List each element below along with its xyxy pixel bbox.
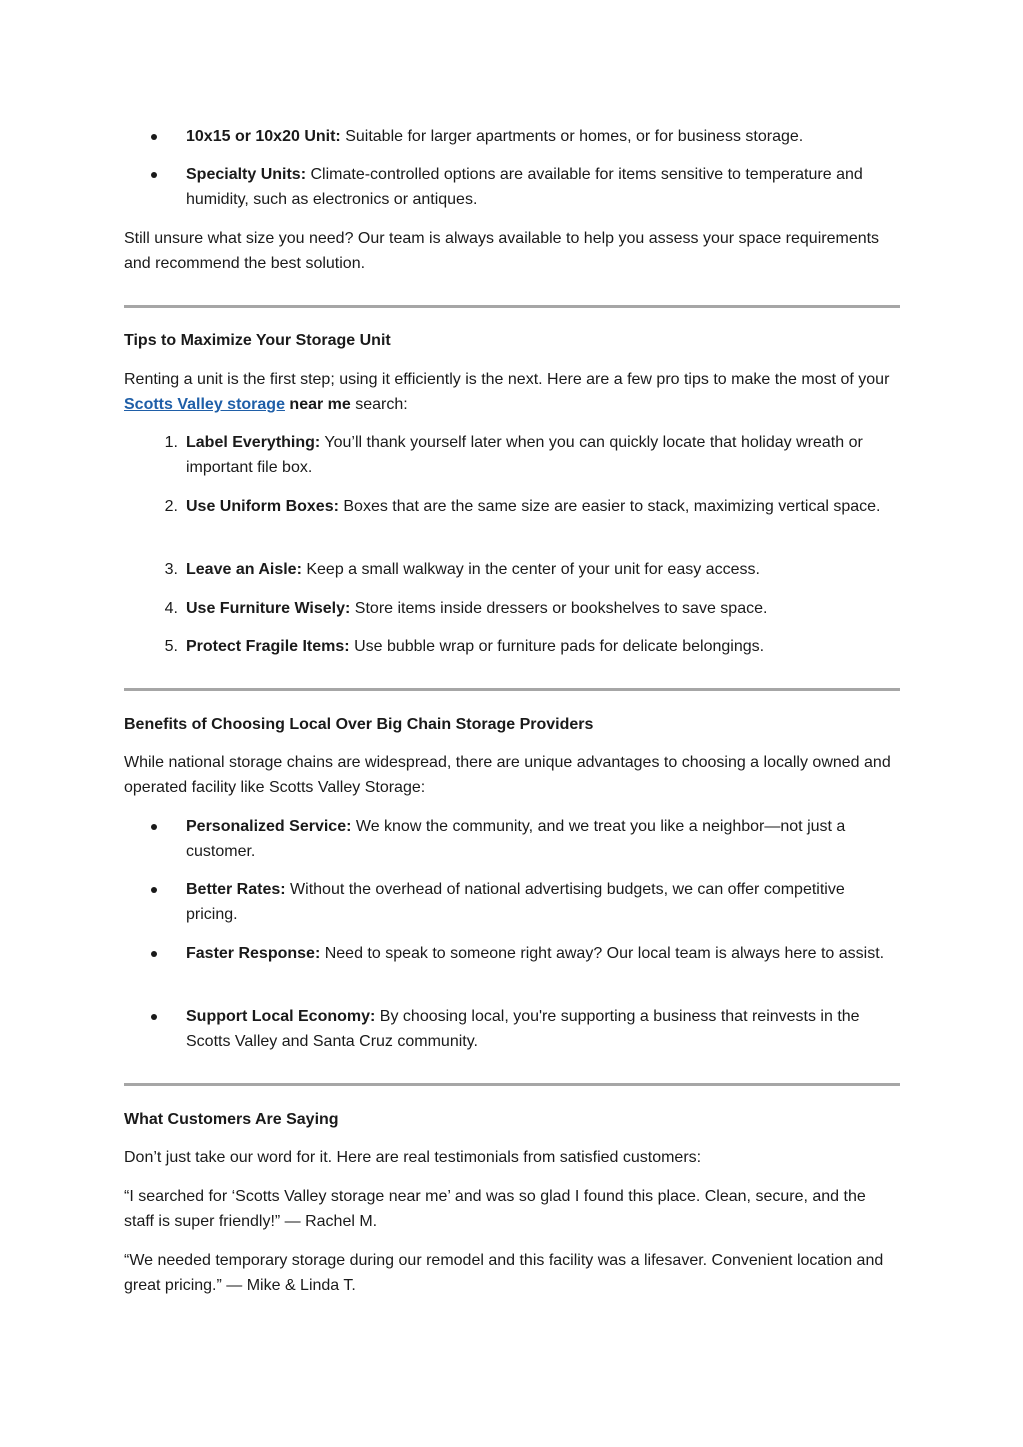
testimonial-quote: “We needed temporary storage during our remodel and this facility was a lifesaver. Convenient location and great pricing.” — Mike & Linda T. [124, 1252, 884, 1294]
bullet-icon [151, 887, 157, 893]
list-number: 4. [164, 600, 178, 617]
list-number: 3. [164, 561, 178, 578]
section-heading: Tips to Maximize Your Storage Unit [124, 332, 391, 349]
list-item [164, 596, 900, 621]
list-item [164, 557, 900, 582]
list-item-term: Support Local Economy: [186, 1008, 376, 1025]
list-item [186, 1004, 900, 1054]
list-item-desc: Store items inside dressers or bookshelves to save space. [354, 600, 768, 617]
list-item-term: Label Everything: [186, 434, 321, 451]
list-item [186, 814, 900, 864]
list-item [164, 494, 900, 519]
list-item [164, 430, 900, 480]
list-item [186, 162, 900, 212]
list-item-desc: Keep a small walkway in the center of your unit for easy access. [306, 561, 760, 578]
list-item [164, 634, 900, 659]
list-item-term: Leave an Aisle: [186, 561, 302, 578]
list-item-term: Protect Fragile Items: [186, 638, 350, 655]
list-item-desc: By choosing local, you're supporting a business that reinvests in the Scotts Valley and Santa Cruz community. [186, 1008, 860, 1050]
paragraph: While national storage chains are widespread, there are unique advantages to choosing a locally owned and operated facility like Scotts Valley Storage: [124, 754, 891, 796]
scotts-valley-storage-link[interactable]: Scotts Valley storage [124, 396, 285, 413]
list-item-desc: Need to speak to someone right away? Our local team is always here to assist. [324, 945, 885, 962]
divider [124, 1083, 900, 1086]
divider [124, 305, 900, 308]
list-item-term: Specialty Units: [186, 166, 307, 183]
section-heading: Benefits of Choosing Local Over Big Chain Storage Providers [124, 716, 594, 733]
section-heading: What Customers Are Saying [124, 1111, 339, 1128]
list-item [186, 941, 900, 966]
list-item-term: Personalized Service: [186, 818, 352, 835]
bullet-icon [151, 172, 157, 178]
intro-bold: near me [289, 396, 351, 413]
bullet-icon [151, 951, 157, 957]
bullet-icon [151, 134, 157, 140]
paragraph: Still unsure what size you need? Our team is always available to help you assess your space requirements and recommend the best solution. [124, 230, 880, 272]
list-item-desc: Without the overhead of national advertising budgets, we can offer competitive pricing. [186, 881, 845, 923]
intro-text: Renting a unit is the first step; using it efficiently is the next. Here are a few pro tips to make the most of your [124, 371, 890, 388]
testimonial-quote: “I searched for ‘Scotts Valley storage near me’ and was so glad I found this place. Clean, secure, and the staff is super friendly!” — Rachel M. [124, 1188, 866, 1230]
list-item-desc: Use bubble wrap or furniture pads for delicate belongings. [354, 638, 765, 655]
list-item-term: Better Rates: [186, 881, 286, 898]
paragraph: Don’t just take our word for it. Here are real testimonials from satisfied customers: [124, 1149, 702, 1166]
list-item-term: Use Uniform Boxes: [186, 498, 339, 515]
bullet-icon [151, 824, 157, 830]
divider [124, 688, 900, 691]
bullet-icon [151, 1014, 157, 1020]
list-item-desc: Suitable for larger apartments or homes, or for business storage. [345, 128, 804, 145]
list-item [186, 124, 900, 149]
list-number: 1. [164, 434, 178, 451]
list-item-desc: We know the community, and we treat you like a neighbor—not just a customer. [186, 818, 846, 860]
list-item-term: Faster Response: [186, 945, 321, 962]
list-item-term: Use Furniture Wisely: [186, 600, 351, 617]
list-item [186, 877, 900, 927]
list-number: 5. [164, 638, 178, 655]
intro-suffix: search: [355, 396, 408, 413]
list-item-term: 10x15 or 10x20 Unit: [186, 128, 341, 145]
list-item-desc: You’ll thank yourself later when you can quickly locate that holiday wreath or important file box. [186, 434, 863, 476]
paragraph [124, 367, 900, 417]
list-item-desc: Boxes that are the same size are easier to stack, maximizing vertical space. [343, 498, 881, 515]
list-number: 2. [164, 498, 178, 515]
list-item-desc: Climate-controlled options are available for items sensitive to temperature and humidity, such as electronics or antiques. [186, 166, 863, 208]
